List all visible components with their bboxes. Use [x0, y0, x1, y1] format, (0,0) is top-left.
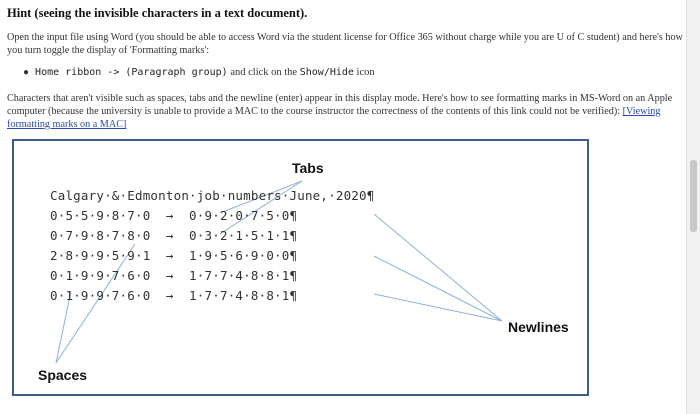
formatting-marks-figure	[12, 139, 589, 396]
vertical-scrollbar[interactable]	[686, 0, 700, 414]
hint-heading: Hint (seeing the invisible characters in a text document).	[7, 6, 308, 20]
spaces-callout: Spaces	[38, 367, 88, 383]
intro-paragraph: Open the input file using Word (you should be able to access Word via the student license for Office 365 without charge while you are U of C student) and here's how you turn toggle the display of 'Formatting marks':	[7, 32, 683, 56]
scrollbar-thumb[interactable]	[690, 160, 697, 232]
code-line: 0·5·5·9·8·7·0 → 0·9·2·0·7·5·0¶	[50, 208, 298, 223]
bullet-dot-icon: ●	[23, 67, 30, 78]
show-hide-code: Show/Hide	[299, 67, 354, 78]
bullet-text-end: icon	[353, 67, 375, 78]
mac-formatting-link[interactable]: [Viewing formatting marks on a MAC]	[7, 106, 661, 130]
code-line: 0·1·9·9·7·6·0 → 1·7·7·4·8·8·1¶	[50, 268, 298, 283]
explanation-text: Characters that aren't visible such as spaces, tabs and the newline (enter) appear in this display mode. Here's how to see formatting marks in MS-Word on an Apple computer (because the university is unable to provide a MAC to the course instructor the correctness of the contents of this link could not be verified):	[7, 93, 673, 117]
ribbon-path-code: Home ribbon -> (Paragraph group)	[35, 67, 228, 78]
code-line: 0·7·9·8·7·8·0 → 0·3·2·1·5·1·1¶	[50, 228, 298, 243]
instruction-bullet	[23, 67, 375, 78]
code-line: 2·8·9·9·5·9·1 → 1·9·5·6·9·0·0¶	[50, 248, 298, 263]
tabs-callout: Tabs	[292, 160, 324, 176]
explanation-paragraph	[7, 92, 685, 131]
code-line-title: Calgary·&·Edmonton·job·numbers·June,·2020¶	[50, 188, 375, 203]
code-line: 0·1·9·9·7·6·0 → 1·7·7·4·8·8·1¶	[50, 288, 298, 303]
newlines-callout: Newlines	[508, 319, 569, 335]
bullet-text: and click on the	[227, 67, 300, 78]
